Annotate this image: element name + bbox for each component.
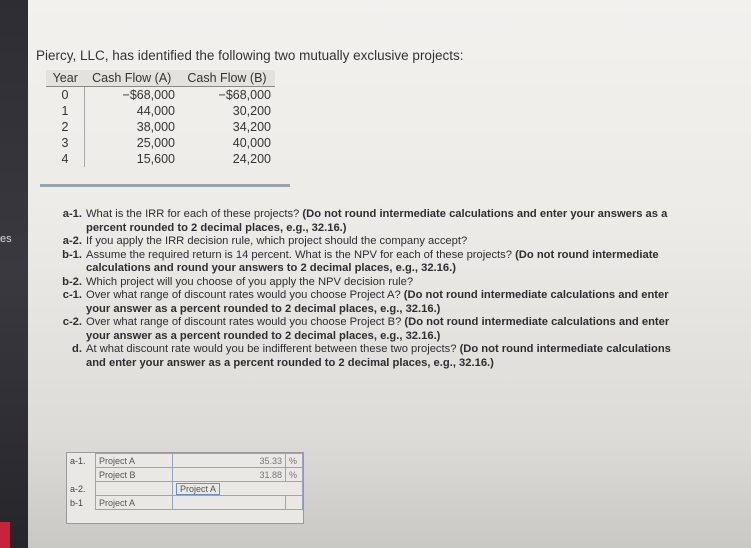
question-instructions: (Do not round intermediate calculations and round your answers to 2 decimal places, e.g., 32.16.): [86, 248, 659, 274]
question-text: Assume the required return is 14 percent. What is the NPV for each of these projects?: [86, 248, 516, 261]
answer-row-a2: [67, 482, 303, 496]
question-text: Over what range of discount rates would you choose Project A?: [86, 289, 404, 301]
project-b-label: Project B: [96, 468, 173, 482]
question-instructions: (Do not round intermediate calculations and enter your answer as a percent rounded to 2 decimal places, e.g., 32.16.): [86, 343, 671, 369]
question-text: Which project will you choose of you apply the NPV decision rule?: [86, 275, 414, 288]
cash-flow-b-cell: −$68,000: [218, 88, 271, 102]
table-divider: [40, 184, 290, 187]
question-label: c-2.: [62, 316, 82, 328]
question-text: What is the IRR for each of these projects?: [86, 208, 303, 220]
question-text: If you apply the IRR decision rule, which project should the company accept?: [86, 235, 468, 247]
question-b1: [40, 249, 690, 276]
table-row: [46, 135, 275, 151]
answer-row-b1: [67, 496, 303, 510]
cash-flow-header-row: [46, 70, 275, 87]
cash-flow-b-cell: 24,200: [232, 152, 271, 166]
b1-project-label: Project A: [96, 496, 173, 510]
cash-flow-a-cell: 15,600: [136, 152, 175, 166]
side-label: es: [0, 233, 12, 245]
year-cell: 2: [46, 119, 85, 135]
cash-flow-b-cell: 30,200: [232, 104, 271, 118]
answer-row-a1-project-b: [67, 468, 303, 482]
a2-project-select[interactable]: Project A: [176, 483, 220, 495]
percent-unit: %: [286, 454, 303, 468]
question-instructions: (Do not round intermediate calculations and enter your answers as a percent rounded to 2 decimal places, e.g., 32.16.): [86, 208, 668, 234]
cash-flow-a-cell: 25,000: [136, 136, 175, 150]
percent-unit: %: [286, 468, 303, 482]
question-c2: [40, 316, 690, 343]
year-cell: 0: [46, 87, 85, 104]
question-list: [40, 208, 690, 370]
question-label: b-1.: [62, 248, 82, 261]
problem-intro: Piercy, LLC, has identified the following two mutually exclusive projects:: [36, 48, 464, 63]
left-panel: [0, 0, 28, 548]
question-label: a-1.: [62, 208, 82, 220]
question-text: Over what range of discount rates would you choose Project B?: [86, 316, 405, 328]
header-year: Year: [46, 70, 85, 87]
table-row: [46, 103, 275, 119]
cash-flow-a-cell: −$68,000: [122, 88, 175, 102]
answer-label: a-2.: [70, 483, 86, 494]
question-instructions: (Do not round intermediate calculations and enter your answer as a percent rounded to 2 decimal places, e.g., 32.16.): [86, 316, 670, 342]
irr-a-input[interactable]: 35.33: [173, 454, 286, 468]
answer-panel: [66, 452, 304, 524]
cash-flow-a-cell: 44,000: [136, 104, 175, 118]
header-cash-flow-a: Cash Flow (A): [85, 70, 180, 87]
cash-flow-b-cell: 40,000: [232, 136, 271, 150]
answer-row-a1-project-a: [67, 454, 303, 468]
header-cash-flow-b: Cash Flow (B): [179, 70, 275, 87]
question-instructions: (Do not round intermediate calculations and enter your answer as a percent rounded to 2 decimal places, e.g., 32.16.): [86, 289, 669, 315]
question-label: c-1.: [62, 289, 82, 301]
question-c1: [40, 289, 690, 316]
question-b2: [40, 276, 690, 290]
question-a2: [40, 235, 690, 249]
year-cell: 1: [46, 103, 85, 119]
year-cell: 3: [46, 135, 85, 151]
question-text: At what discount rate would you be indifferent between these two projects?: [86, 343, 460, 355]
npv-a-input[interactable]: [173, 496, 286, 510]
answer-label: b-1: [70, 497, 84, 508]
question-label: d.: [72, 343, 82, 355]
table-row: [46, 151, 275, 167]
project-a-label: Project A: [96, 454, 173, 468]
irr-b-input[interactable]: 31.88: [173, 468, 286, 482]
red-tab: [0, 522, 10, 548]
cash-flow-table: [46, 70, 275, 167]
question-d: [40, 343, 690, 370]
question-label: a-2.: [62, 235, 82, 247]
question-label: b-2.: [62, 275, 82, 288]
answer-label: a-1.: [70, 455, 86, 466]
table-row: [46, 87, 275, 104]
cash-flow-b-cell: 34,200: [232, 120, 271, 134]
answer-table: [67, 453, 303, 510]
year-cell: 4: [46, 151, 85, 167]
table-row: [46, 119, 275, 135]
cash-flow-a-cell: 38,000: [136, 120, 175, 134]
question-a1: [40, 208, 690, 235]
